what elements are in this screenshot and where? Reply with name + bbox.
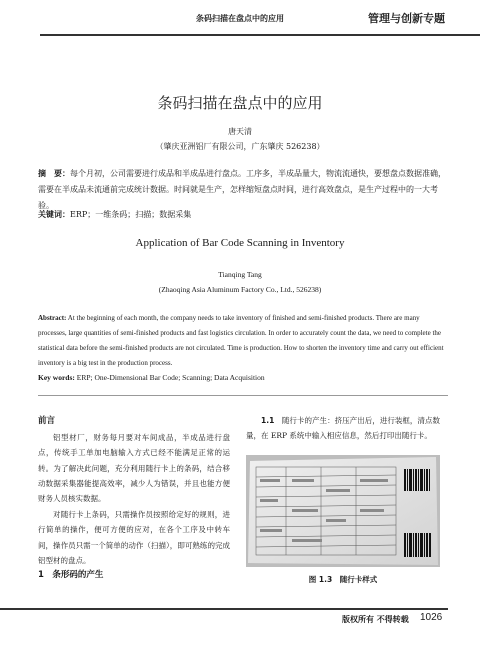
english-keywords <box>38 371 448 384</box>
section-1-1-text: 随行卡的产生：挤压产出后，进行装框，清点数量，在 ERP 系统中输入相应信息，然后打印出随行卡。 <box>246 416 441 441</box>
preface-paragraph-1: 铝型材厂，财务每月要对车间成品，半成品进行盘点，传统手工单加电脑输入方式已经不能满足正常的运转。为了解决此问题，充分利用随行卡上的条码，结合移动数据采集器能提高效率，减少人为错误，并且也能方便财务人员核实数据。 <box>38 433 230 504</box>
section-divider <box>38 395 448 396</box>
english-abstract-label: Abstract: <box>38 314 67 322</box>
chinese-keywords <box>38 208 448 222</box>
chinese-abstract-text: 每个月初，公司需要进行成品和半成品进行盘点。工序多，半成品量大，物流流通快，要想盘点数据准确，需要在半成品未流通前完成统计数据。时间就是生产，怎样缩短盘点时间，进行高效盘点，是生产过程中的一大考验。 <box>38 169 446 210</box>
section-1-1-paragraph <box>246 413 440 444</box>
english-keywords-text: ERP; One-Dimensional Bar Code; Scanning; Data Acquisition <box>76 373 265 382</box>
preface-heading: 前言 <box>38 416 56 426</box>
header-article-title: 条码扫描在盘点中的应用 <box>196 14 284 23</box>
chinese-title: 条码扫描在盘点中的应用 <box>157 94 323 112</box>
english-abstract-text: At the beginning of each month, the company needs to take inventory of finished and semi-finished products. There are many processes, large quantities of semi-finished products and fast logistics circulation. In order to accurately count the data, we need to complete the statistical data before the semi-finished products are not circulated. Time is production. How to shorten the inventory time and carry out efficient inventory is a big test in the production process. <box>38 314 444 367</box>
figure-number: 图 1.3 <box>308 575 333 584</box>
header-section-name: 管理与创新专题 <box>368 12 445 25</box>
routing-card-illustration <box>246 455 440 567</box>
figure-caption-text: 随行卡样式 <box>339 575 378 584</box>
english-keywords-label: Key words: <box>38 373 75 382</box>
chinese-keywords-label: 关键词： <box>38 210 70 219</box>
preface-paragraph-2: 对随行卡上条码，只需操作员按照给定好的规则，进行简单的操作，便可方便的应对，在各个工序及中转车间，操作员只需一个简单的动作（扫描），即可熟练的完成铝型材的盘点。 <box>38 510 230 565</box>
routing-card-photo <box>246 455 440 567</box>
english-affiliation: (Zhaoqing Asia Aluminum Factory Co., Ltd., 526238) <box>158 285 322 294</box>
section-1-heading: 1 条形码的产生 <box>38 570 104 580</box>
chinese-affiliation: （肇庆亚洲铝厂有限公司，广东肇庆 526238） <box>155 142 325 151</box>
footer-rights: 版权所有 不得转载 <box>342 614 409 624</box>
running-header <box>0 0 480 40</box>
chinese-abstract <box>38 166 448 214</box>
page-number: 1026 <box>420 612 443 623</box>
chinese-keywords-text: ERP；一维条码；扫描；数据采集 <box>70 210 192 219</box>
section-1-1-number: 1.1 <box>261 416 275 425</box>
english-abstract <box>38 311 448 371</box>
english-author: Tianqing Tang <box>218 270 262 279</box>
footer-rule <box>0 608 448 610</box>
english-title: Application of Bar Code Scanning in Inventory <box>135 237 345 249</box>
figure-caption <box>246 574 440 585</box>
chinese-author: 唐天清 <box>228 127 252 136</box>
header-rule <box>40 34 480 36</box>
chinese-abstract-label: 摘 要： <box>38 169 70 178</box>
